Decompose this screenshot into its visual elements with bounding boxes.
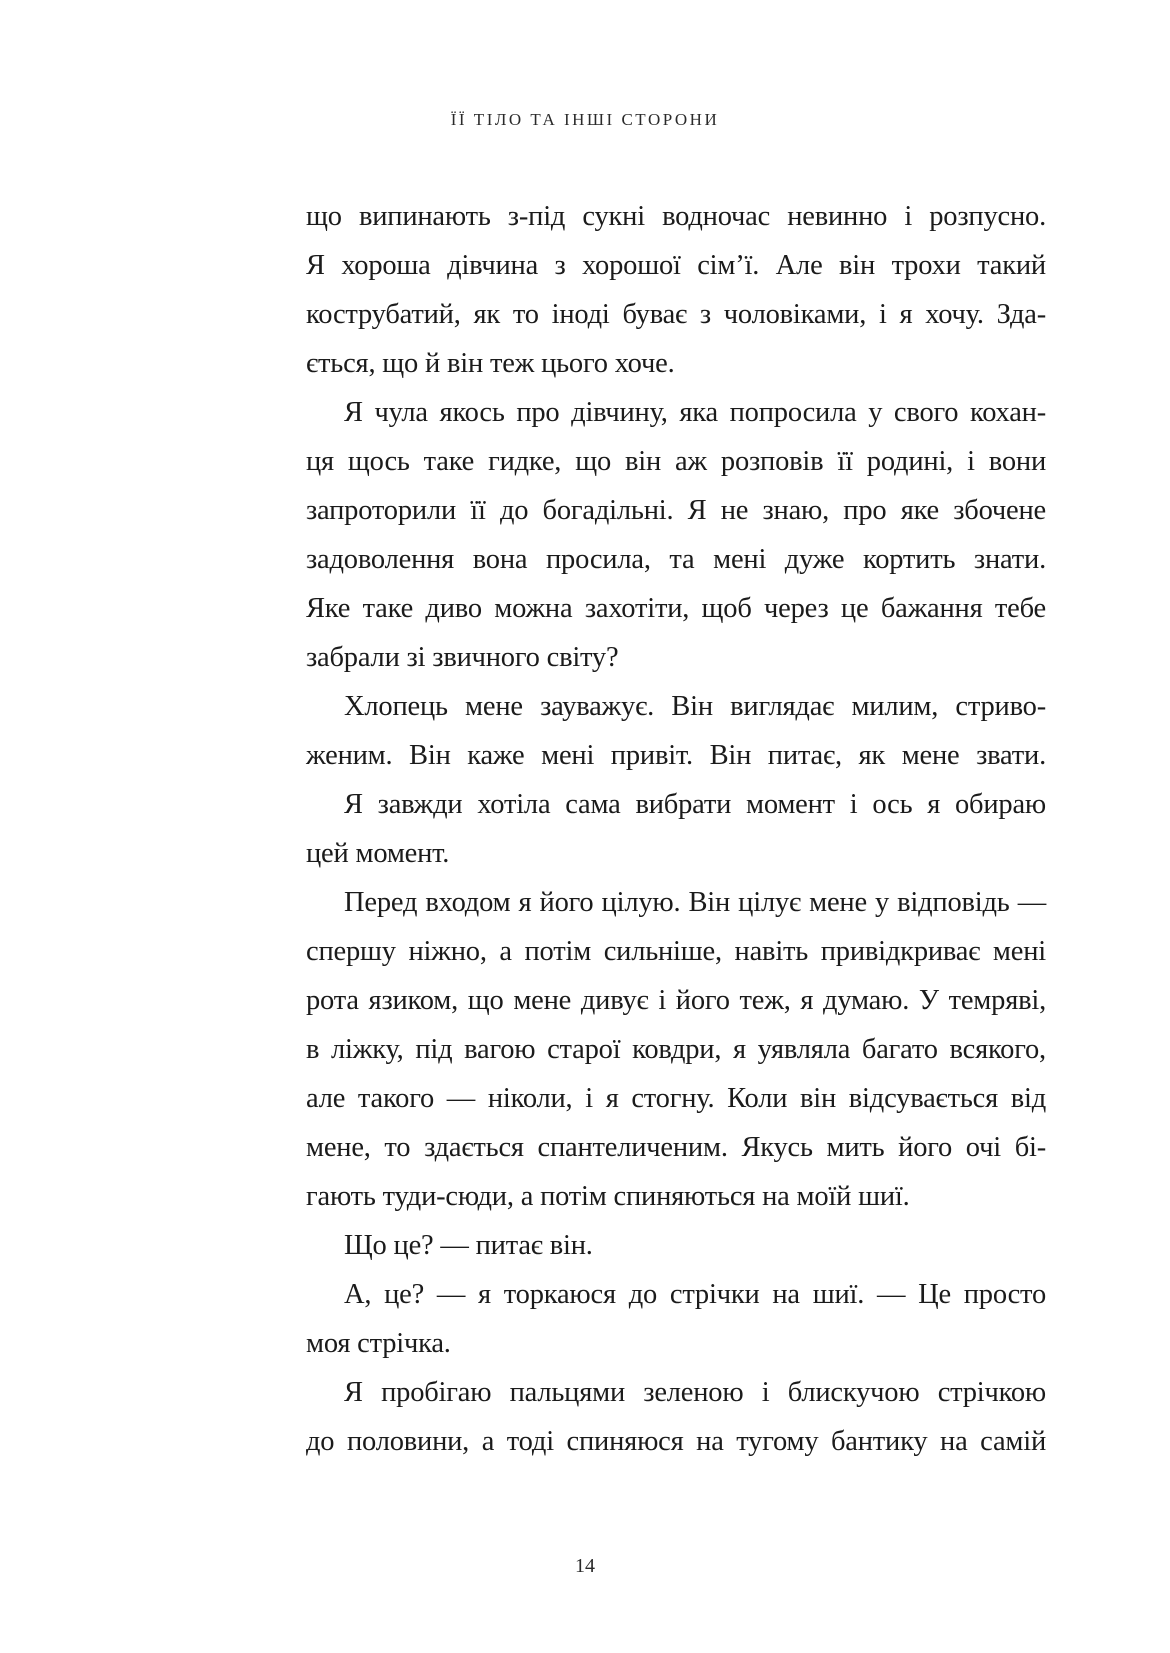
text-line: женим. Він каже мені привіт. Він питає, як мене звати. bbox=[306, 740, 1046, 771]
text-line: Перед входом я його цілую. Він цілує мене у відповідь — bbox=[344, 887, 1046, 918]
text-line: запроторили її до богадільні. Я не знаю, про яке збочене bbox=[306, 495, 1046, 526]
text-line: Я чула якось про дівчину, яка попросила у свого кохан- bbox=[344, 397, 1046, 428]
text-line: Я пробігаю пальцями зеленою і блискучою стрічкою bbox=[344, 1377, 1046, 1408]
text-line: Я завжди хотіла сама вибрати момент і ось я обираю bbox=[344, 789, 1046, 820]
text-line: але такого — ніколи, і я стогну. Коли він відсувається від bbox=[306, 1083, 1046, 1114]
page-number: 14 bbox=[575, 1555, 595, 1577]
body-text bbox=[306, 192, 1046, 1466]
text-line: ця щось таке гидке, що він аж розповів її родині, і вони bbox=[306, 446, 1046, 477]
text-line: мене, то здається спантеличеним. Якусь мить його очі бі- bbox=[306, 1132, 1046, 1163]
text-line: моя стрічка. bbox=[306, 1328, 451, 1359]
text-line: цей момент. bbox=[306, 838, 450, 869]
text-line: гають туди-сюди, а потім спиняються на моїй шиї. bbox=[306, 1181, 910, 1212]
text-line: задоволення вона просила, та мені дуже кортить знати. bbox=[306, 544, 1046, 575]
text-line: Я хороша дівчина з хорошої сім’ї. Але він трохи такий bbox=[306, 250, 1046, 281]
text-line: рота язиком, що мене дивує і його теж, я думаю. У темряві, bbox=[306, 985, 1046, 1016]
text-line: до половини, а тоді спиняюся на тугому бантику на самій bbox=[306, 1426, 1046, 1457]
text-line: ється, що й він теж цього хоче. bbox=[306, 348, 675, 379]
running-head: ЇЇ ТІЛО ТА ІНШІ СТОРОНИ bbox=[450, 110, 720, 129]
text-line: Що це? — питає він. bbox=[344, 1230, 593, 1261]
text-line: А, це? — я торкаюся до стрічки на шиї. — Це просто bbox=[344, 1279, 1046, 1310]
text-line: Хлопець мене зауважує. Він виглядає милим, стриво- bbox=[344, 691, 1046, 722]
text-line: забрали зі звичного світу? bbox=[306, 642, 619, 673]
text-line: що випинають з-під сукні водночас невинно і розпусно. bbox=[306, 201, 1046, 232]
text-line: кострубатий, як то іноді буває з чоловіками, і я хочу. Зда- bbox=[306, 299, 1046, 330]
text-line: спершу ніжно, а потім сильніше, навіть привідкриває мені bbox=[306, 936, 1046, 967]
text-line: в ліжку, під вагою старої ковдри, я уявляла багато всякого, bbox=[306, 1034, 1046, 1065]
text-line: Яке таке диво можна захотіти, щоб через це бажання тебе bbox=[306, 593, 1046, 624]
